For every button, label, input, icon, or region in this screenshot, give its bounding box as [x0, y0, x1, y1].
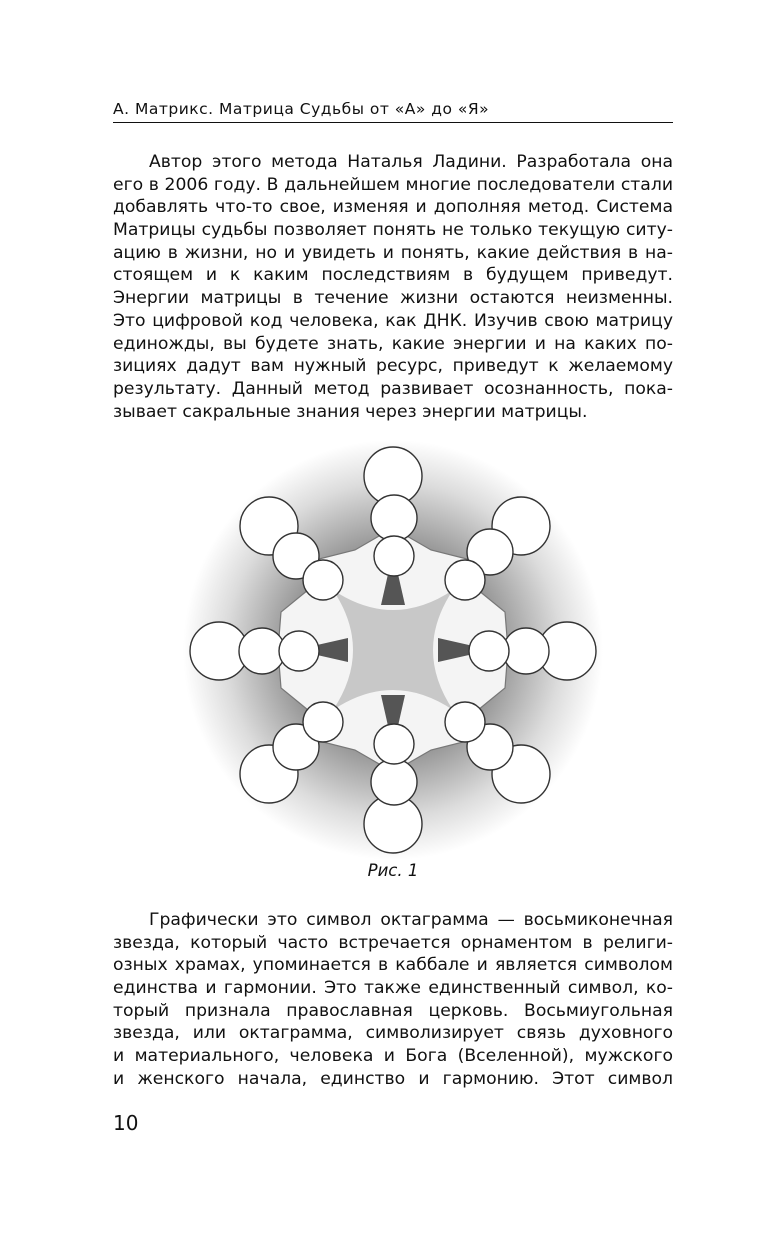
paragraph-2 — [113, 909, 673, 1091]
text-line: звезда, который часто встречается орнаментом в религи- — [113, 932, 673, 953]
text-line: Это цифровой код человека, как ДНК. Изучив свою матрицу — [113, 310, 673, 331]
text-line: и женского начала, единство и гармонию. Этот символ — [113, 1068, 673, 1089]
figure-caption: Рис. 1 — [367, 861, 419, 880]
text-line: озных храмах, упоминается в каббале и является символом — [113, 955, 673, 976]
text-line: Матрицы судьбы позволяет понять не только текущую ситу- — [113, 220, 673, 241]
text-line: его в 2006 году. В дальнейшем многие последователи стали — [113, 174, 673, 195]
running-head: А. Матрикс. Матрица Судьбы от «А» до «Я» — [113, 100, 673, 123]
text-line: добавлять что-то свое, изменяя и дополняя метод. Система — [113, 197, 673, 218]
text-line: ацию в жизни, но и увидеть и понять, какие действия в на- — [113, 242, 673, 263]
paragraph-1 — [113, 151, 673, 423]
text-line: зывает сакральные знания через энергии матрицы. — [113, 401, 588, 422]
text-line: единожды, вы будете знать, какие энергии и на каких по- — [113, 333, 673, 354]
text-line: Графически это символ октаграмма — восьмиконечная — [149, 910, 673, 930]
text-line: и материального, человека и Бога (Вселенной), мужского — [113, 1046, 673, 1067]
text-line: Энергии матрицы в течение жизни остаются неизменны. — [113, 288, 673, 309]
text-line: стоящем и к каким последствиям в будущем приведут. — [113, 265, 673, 286]
page-number: 10 — [113, 1111, 139, 1135]
text-line: Автор этого метода Наталья Ладини. Разработала она — [149, 152, 673, 172]
text-line: результату. Данный метод развивает осознанность, пока- — [113, 378, 673, 399]
text-line: единства и гармонии. Это также единственный символ, ко- — [113, 978, 673, 999]
text-line: звезда, или октаграмма, символизирует связь духовного — [113, 1023, 673, 1044]
text-line: торый признала православная церковь. Восьмиугольная — [113, 1000, 673, 1021]
text-line: зициях дадут вам нужный ресурс, приведут к желаемому — [113, 356, 673, 377]
matrix-octagram-figure — [183, 440, 603, 860]
